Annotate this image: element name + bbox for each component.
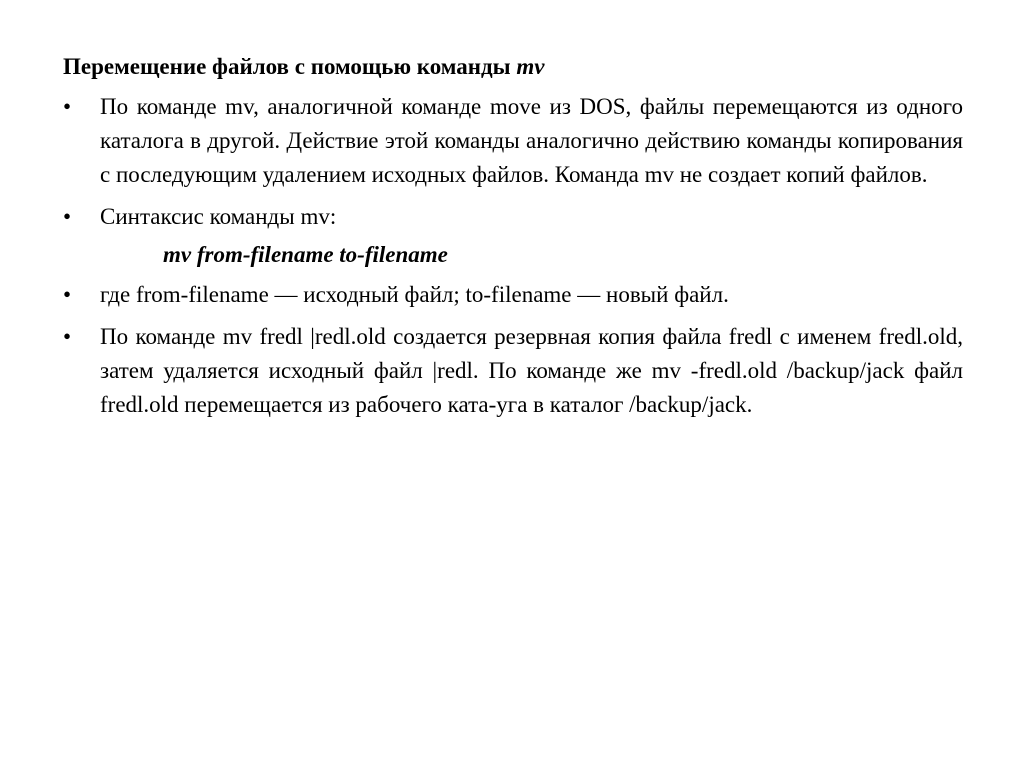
bullet-text: По команде mv fredl |redl.old создается резервная копия файла fredl с именем fredl.old, затем удаляется исходный файл |redl. По команде же mv -fredl.old /backup/jack файл fredl.old перемещается из рабочего ката-уга в каталог /backup/jack. [100, 324, 963, 417]
slide-heading [63, 50, 963, 84]
heading-text: Перемещение файлов с помощью команды [63, 54, 517, 79]
syntax-example: mv from-filename to-filename [163, 242, 448, 267]
bullet-item [63, 278, 963, 312]
bullet-text: где from-filename — исходный файл; to-filename — новый файл. [100, 282, 729, 307]
bullet-text: По команде mv, аналогичной команде move из DOS, файлы перемещаются из одного каталога в другой. Действие этой команды аналогично действию команды копирования с последующим удалением исходных файлов. Команда mv не создает копий файлов. [100, 94, 963, 187]
bullet-marker: • [63, 324, 72, 349]
bullet-item [63, 200, 963, 234]
heading-command: mv [516, 54, 545, 79]
bullet-marker: • [63, 282, 72, 307]
bullet-marker: • [63, 204, 72, 229]
bullet-text: Синтаксис команды mv: [100, 204, 337, 229]
slide-content [63, 50, 963, 430]
bullet-marker: • [63, 94, 72, 119]
bullet-item [63, 320, 963, 422]
bullet-list [63, 90, 963, 234]
bullet-item [63, 90, 963, 192]
bullet-list [63, 278, 963, 422]
